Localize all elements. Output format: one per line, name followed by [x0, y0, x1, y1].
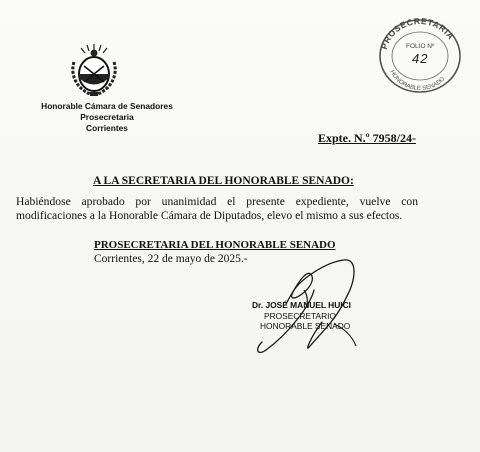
svg-text:FOLIO Nº: FOLIO Nº: [406, 43, 435, 50]
signature-block: [252, 300, 351, 332]
office-name: PROSECRETARIA DEL HONORABLE SENADO: [94, 239, 336, 251]
institution-header: [22, 101, 192, 134]
signatory-name: Dr. JOSÉ MANUEL HUICI: [252, 300, 351, 310]
svg-text:HONORABLE SENADO: HONORABLE SENADO: [388, 69, 447, 93]
body-paragraph: Habiéndose aprobado por unanimidad el presente expediente, vuelve con modificaciones a la Honorable Cámara de Diputados, elevo el mismo a sus efectos.: [16, 195, 418, 222]
svg-text:PROSECRETARIA: PROSECRETARIA: [378, 16, 457, 51]
institution-city: Corrientes: [86, 123, 128, 133]
signatory-title: PROSECRETARIO: [264, 310, 336, 321]
addressee-heading: A LA SECRETARIA DEL HONORABLE SENADO:: [93, 175, 354, 187]
expediente-number: Expte. N.º 7958/24-: [318, 131, 416, 145]
institution-office: Prosecretaria: [80, 112, 134, 122]
provincial-coat-of-arms-icon: [68, 42, 120, 98]
institution-name: Honorable Cámara de Senadores: [41, 101, 173, 111]
place-and-date: Corrientes, 22 de mayo de 2025.-: [94, 253, 248, 265]
signatory-body: HONORABLE SENADO: [260, 321, 351, 331]
folio-number: 42: [412, 51, 429, 66]
